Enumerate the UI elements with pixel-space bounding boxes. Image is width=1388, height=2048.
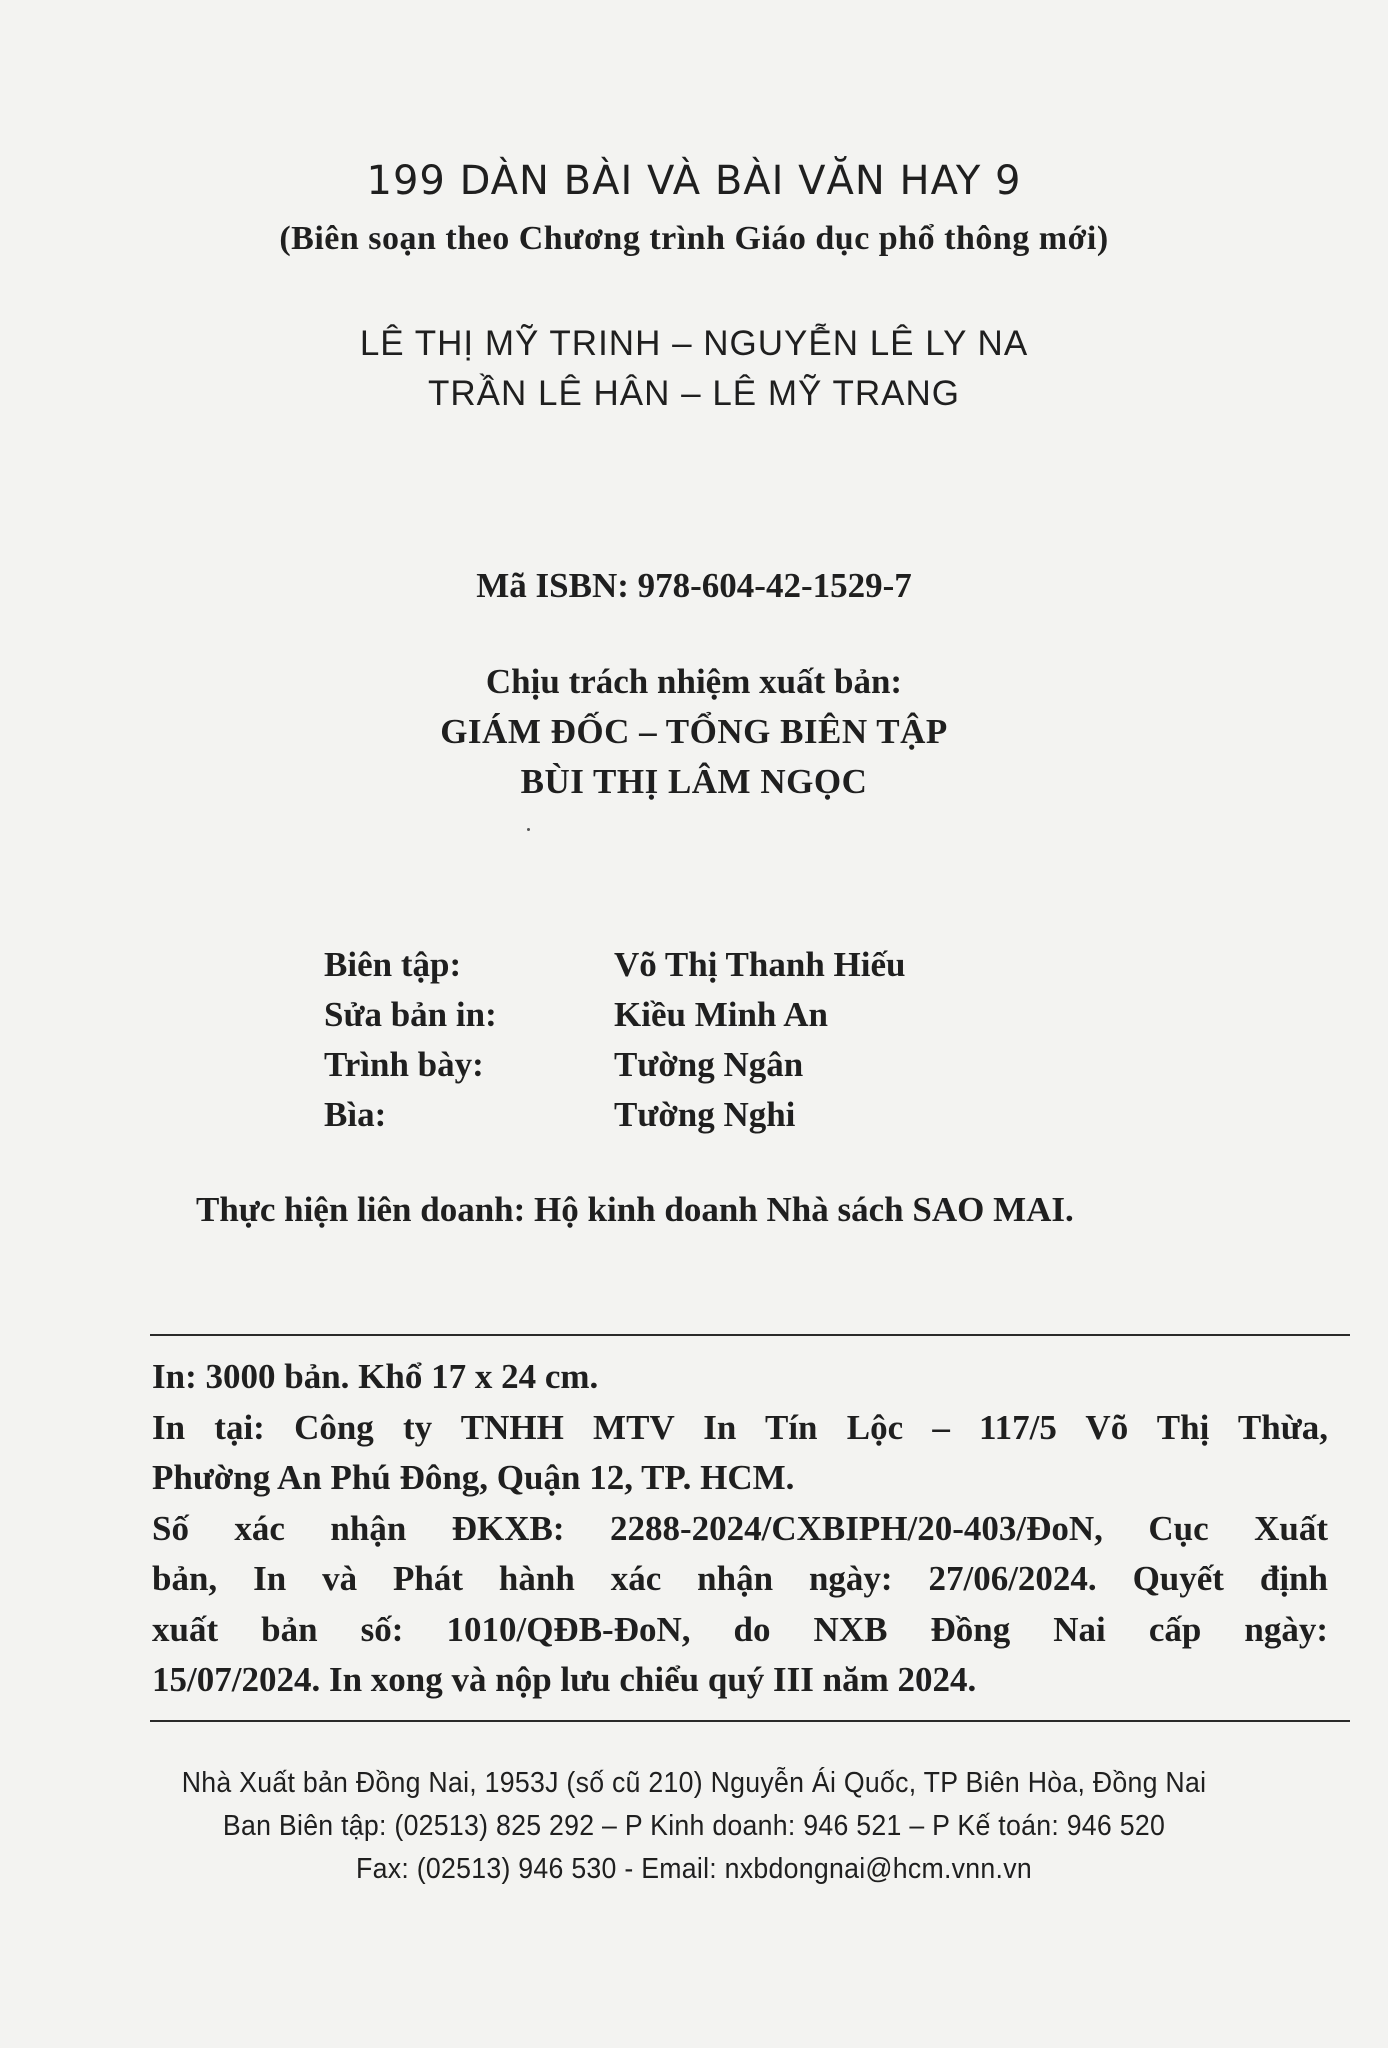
- book-title: 199 DÀN BÀI VÀ BÀI VĂN HAY 9: [366, 158, 1022, 204]
- credit-value: Võ Thị Thanh Hiếu: [614, 945, 906, 984]
- printing-line: Số xác nhận ĐKXB: 2288-2024/CXBIPH/20-403/ĐoN, Cục Xuất: [152, 1508, 1328, 1548]
- printing-info: [152, 1352, 1328, 1706]
- credit-label: Trình bày:: [324, 1045, 484, 1084]
- printing-line: In tại: Công ty TNHH MTV In Tín Lộc – 117/5 Võ Thị Thừa,: [152, 1407, 1328, 1447]
- credit-row-proofreader: [324, 990, 905, 1040]
- credit-value: Tường Ngân: [614, 1045, 804, 1084]
- credits-list: [324, 940, 905, 1140]
- credit-value: Tường Nghi: [614, 1095, 796, 1134]
- divider-top: [150, 1334, 1350, 1336]
- credit-row-editor: [324, 940, 905, 990]
- divider-bottom: [150, 1720, 1350, 1722]
- printing-line: Phường An Phú Đông, Quận 12, TP. HCM.: [152, 1458, 795, 1497]
- credit-label: Bìa:: [324, 1095, 387, 1134]
- publisher-contact: Fax: (02513) 946 530 - Email: nxbdongnai@hcm.vnn.vn: [356, 1853, 1032, 1885]
- authors-line-2: TRẦN LÊ HÂN – LÊ MỸ TRANG: [428, 374, 960, 413]
- isbn: Mã ISBN: 978-604-42-1529-7: [476, 566, 912, 605]
- credit-label: Biên tập:: [324, 945, 462, 984]
- responsibility-name: BÙI THỊ LÂM NGỌC: [520, 762, 868, 801]
- joint-venture-note: Thực hiện liên doanh: Hộ kinh doanh Nhà sách SAO MAI.: [196, 1190, 1074, 1229]
- credit-label: Sửa bản in:: [324, 995, 497, 1034]
- authors-line-1: LÊ THỊ MỸ TRINH – NGUYỄN LÊ LY NA: [359, 324, 1029, 363]
- credit-row-cover: [324, 1090, 905, 1140]
- credit-row-layout: [324, 1040, 905, 1090]
- printing-line: In: 3000 bản. Khổ 17 x 24 cm.: [152, 1357, 599, 1396]
- responsibility-title: GIÁM ĐỐC – TỔNG BIÊN TẬP: [440, 712, 948, 751]
- stray-dot: [527, 828, 530, 831]
- printing-line: 15/07/2024. In xong và nộp lưu chiểu quý III năm 2024.: [152, 1660, 977, 1699]
- printing-line: bản, In và Phát hành xác nhận ngày: 27/06/2024. Quyết định: [152, 1559, 1328, 1598]
- printing-line: xuất bản số: 1010/QĐB-ĐoN, do NXB Đồng Nai cấp ngày:: [152, 1609, 1328, 1649]
- responsibility-label: Chịu trách nhiệm xuất bản:: [485, 662, 903, 701]
- book-subtitle: (Biên soạn theo Chương trình Giáo dục phổ thông mới): [279, 220, 1109, 257]
- publisher-address: Nhà Xuất bản Đồng Nai, 1953J (số cũ 210) Nguyễn Ái Quốc, TP Biên Hòa, Đồng Nai: [181, 1767, 1207, 1799]
- publisher-phones: Ban Biên tập: (02513) 825 292 – P Kinh doanh: 946 521 – P Kế toán: 946 520: [222, 1810, 1166, 1842]
- credit-value: Kiều Minh An: [614, 995, 828, 1034]
